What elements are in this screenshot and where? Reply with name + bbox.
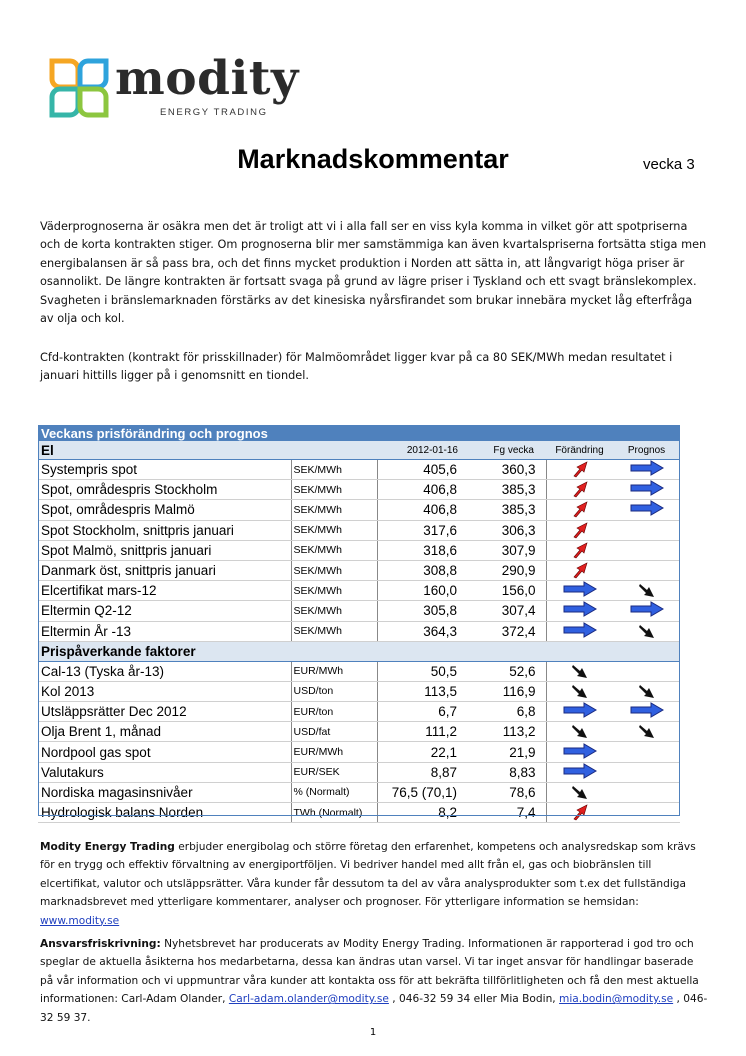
row-unit: % (Normalt) xyxy=(291,782,377,802)
row-previous-value: 385,3 xyxy=(464,480,546,500)
row-change-cell xyxy=(546,480,613,500)
row-forecast-cell xyxy=(613,722,680,742)
row-forecast-cell xyxy=(613,681,680,701)
row-previous-value: 78,6 xyxy=(464,782,546,802)
row-name: Valutakurs xyxy=(38,762,291,782)
row-previous-value: 6,8 xyxy=(464,702,546,722)
row-name: Systempris spot xyxy=(38,460,291,480)
change-arrow-flat-icon xyxy=(563,581,597,600)
row-change-cell xyxy=(546,661,613,681)
row-forecast-cell xyxy=(613,460,680,480)
about-section xyxy=(40,838,708,930)
table-row xyxy=(38,661,680,681)
email-link-olander[interactable]: Carl-adam.olander@modity.se xyxy=(228,993,389,1006)
change-arrow-down-icon xyxy=(571,722,589,741)
row-current-value: 111,2 xyxy=(377,722,464,742)
row-current-value: 76,5 (70,1) xyxy=(377,782,464,802)
row-name: Danmark öst, snittpris januari xyxy=(38,560,291,580)
row-change-cell xyxy=(546,581,613,601)
row-unit: USD/ton xyxy=(291,681,377,701)
row-forecast-cell xyxy=(613,782,680,802)
table-row xyxy=(38,803,680,823)
row-current-value: 8,2 xyxy=(377,803,464,823)
row-current-value: 113,5 xyxy=(377,681,464,701)
row-forecast-cell xyxy=(613,500,680,520)
disclaimer-section xyxy=(40,935,708,1027)
row-current-value: 50,5 xyxy=(377,661,464,681)
row-change-cell xyxy=(546,460,613,480)
change-arrow-flat-icon xyxy=(563,702,597,721)
row-current-value: 308,8 xyxy=(377,560,464,580)
row-current-value: 318,6 xyxy=(377,540,464,560)
table-row xyxy=(38,681,680,701)
forecast-arrow-down-icon xyxy=(638,682,656,701)
table-row xyxy=(38,601,680,621)
row-unit: TWh (Normalt) xyxy=(291,803,377,823)
column-header-change: Förändring xyxy=(546,441,613,460)
row-unit: SEK/MWh xyxy=(291,621,377,641)
email-link-bodin[interactable]: mia.bodin@modity.se xyxy=(559,993,674,1006)
forecast-arrow-flat-icon xyxy=(630,601,664,620)
row-previous-value: 307,9 xyxy=(464,540,546,560)
row-change-cell xyxy=(546,621,613,641)
forecast-arrow-down-icon xyxy=(638,722,656,741)
row-forecast-cell xyxy=(613,480,680,500)
row-change-cell xyxy=(546,782,613,802)
row-name: Spot, områdespris Malmö xyxy=(38,500,291,520)
row-forecast-cell xyxy=(613,581,680,601)
section-factors-row xyxy=(38,641,680,661)
row-previous-value: 116,9 xyxy=(464,681,546,701)
row-name: Utsläppsrätter Dec 2012 xyxy=(38,702,291,722)
change-arrow-down-icon xyxy=(571,662,589,681)
row-previous-value: 21,9 xyxy=(464,742,546,762)
row-name: Spot Malmö, snittpris januari xyxy=(38,540,291,560)
row-forecast-cell xyxy=(613,762,680,782)
row-forecast-cell xyxy=(613,661,680,681)
disclaimer-text: Nyhetsbrevet har producerats av Modity Energy Trading. Informationen är rapporterad i god tro och speglar de aktuella åsikterna hos medarbetarna, dessa kan ändras utan varsel. Vi tar inget ansvar för handlingar baserade på vår information och vi uppmuntrar våra kunder att kontakta oss för att bekräfta tillförlitligheten och få den mest aktuella informationen: Carl-Adam Olander, xyxy=(40,938,699,1006)
row-unit: EUR/ton xyxy=(291,702,377,722)
row-unit: EUR/SEK xyxy=(291,762,377,782)
table-title-row xyxy=(38,425,680,441)
change-arrow-up-icon xyxy=(571,500,589,519)
row-forecast-cell xyxy=(613,601,680,621)
row-name: Kol 2013 xyxy=(38,681,291,701)
change-arrow-flat-icon xyxy=(563,601,597,620)
row-change-cell xyxy=(546,540,613,560)
table-row xyxy=(38,742,680,762)
row-unit: EUR/MWh xyxy=(291,661,377,681)
about-text: erbjuder energibolag och större företag den erfarenhet, kompetens och analysredskap som krävs för en trygg och effektiv förvaltning av energiportföljen. Vi bedriver handel med allt från el, gas och biobränslen till elcertifikat, valutor och utsläppsrätter. Våra kunder får dessutom ta del av våra analysprodukter som t.ex det fullständiga marknadsbrevet med ytterligare kommentarer, analyser och prognoser. För ytterligare information se hemsidan: xyxy=(40,841,696,909)
logo-tagline: ENERGY TRADING xyxy=(160,107,268,118)
row-current-value: 406,8 xyxy=(377,500,464,520)
row-unit: SEK/MWh xyxy=(291,520,377,540)
phone-olander: , 046-32 59 34 eller Mia Bodin, xyxy=(388,993,560,1006)
table-row xyxy=(38,500,680,520)
change-arrow-down-icon xyxy=(571,783,589,802)
change-arrow-flat-icon xyxy=(563,763,597,782)
change-arrow-up-icon xyxy=(571,480,589,499)
row-forecast-cell xyxy=(613,702,680,722)
row-unit: SEK/MWh xyxy=(291,581,377,601)
row-change-cell xyxy=(546,520,613,540)
row-unit: SEK/MWh xyxy=(291,460,377,480)
change-arrow-up-icon xyxy=(571,561,589,580)
row-current-value: 8,87 xyxy=(377,762,464,782)
forecast-arrow-flat-icon xyxy=(630,480,664,499)
row-change-cell xyxy=(546,702,613,722)
row-current-value: 364,3 xyxy=(377,621,464,641)
phone-bodin: , 046-32 59 37. xyxy=(40,993,708,1024)
row-previous-value: 290,9 xyxy=(464,560,546,580)
row-previous-value: 372,4 xyxy=(464,621,546,641)
table-row xyxy=(38,782,680,802)
table-row xyxy=(38,540,680,560)
row-change-cell xyxy=(546,560,613,580)
row-forecast-cell xyxy=(613,540,680,560)
row-name: Spot, områdespris Stockholm xyxy=(38,480,291,500)
table-row xyxy=(38,702,680,722)
forecast-arrow-flat-icon xyxy=(630,702,664,721)
row-current-value: 406,8 xyxy=(377,480,464,500)
market-comment-paragraph-2: Cfd-kontrakten (kontrakt för prisskillnader) för Malmöområdet ligger kvar på ca 80 SEK/MWh medan resultatet i januari hittills ligger på i genomsnitt en tiondel. xyxy=(40,351,673,383)
change-arrow-down-icon xyxy=(571,682,589,701)
row-name: Nordiska magasinsnivåer xyxy=(38,782,291,802)
row-forecast-cell xyxy=(613,520,680,540)
row-change-cell xyxy=(546,601,613,621)
row-forecast-cell xyxy=(613,742,680,762)
row-previous-value: 52,6 xyxy=(464,661,546,681)
row-previous-value: 113,2 xyxy=(464,722,546,742)
logo-wordmark: modity xyxy=(115,51,299,106)
row-current-value: 317,6 xyxy=(377,520,464,540)
forecast-arrow-flat-icon xyxy=(630,460,664,479)
row-unit: SEK/MWh xyxy=(291,601,377,621)
row-change-cell xyxy=(546,742,613,762)
table-row xyxy=(38,581,680,601)
forecast-arrow-down-icon xyxy=(638,581,656,600)
row-current-value: 22,1 xyxy=(377,742,464,762)
row-current-value: 305,8 xyxy=(377,601,464,621)
row-previous-value: 307,4 xyxy=(464,601,546,621)
section-factors-title: Prispåverkande faktorer xyxy=(38,641,680,661)
row-name: Elcertifikat mars-12 xyxy=(38,581,291,601)
row-forecast-cell xyxy=(613,803,680,823)
row-change-cell xyxy=(546,722,613,742)
week-label: vecka 3 xyxy=(643,156,695,173)
modity-logo xyxy=(48,51,308,121)
column-header-date: 2012-01-16 xyxy=(377,441,464,460)
table-row xyxy=(38,722,680,742)
row-change-cell xyxy=(546,803,613,823)
row-change-cell xyxy=(546,681,613,701)
row-name: Eltermin Q2-12 xyxy=(38,601,291,621)
row-forecast-cell xyxy=(613,621,680,641)
table-row xyxy=(38,480,680,500)
change-arrow-up-icon xyxy=(571,460,589,479)
row-current-value: 6,7 xyxy=(377,702,464,722)
row-unit: USD/fat xyxy=(291,722,377,742)
row-previous-value: 156,0 xyxy=(464,581,546,601)
table-row xyxy=(38,762,680,782)
row-unit: SEK/MWh xyxy=(291,540,377,560)
market-comment-paragraph-1: Väderprognoserna är osäkra men det är troligt att vi i alla fall ser en viss kyla komma in vilket gör att spotpriserna och de korta kontrakten stiger. Om prognoserna blir mer samstämmiga kan även kvartalspriserna fortsätta stiga men energibalansen är så pass bra, och det finns mycket produktion i Norden att sätta in, att långvarigt höga priser är osannolikt. De längre kontrakten är fortsatt svaga på grund av lägre priser i Tyskland och ett svagt bränslekomplex. Svagheten i bränslemarknaden förstärks av det kinesiska nyårsfirandet som brukar innebära mycket låg efterfråga av olja och kol. xyxy=(40,220,707,326)
column-header-prev-week: Fg vecka xyxy=(464,441,546,460)
row-unit: EUR/MWh xyxy=(291,742,377,762)
row-forecast-cell xyxy=(613,560,680,580)
forecast-arrow-flat-icon xyxy=(630,500,664,519)
row-name: Cal-13 (Tyska år-13) xyxy=(38,661,291,681)
price-table xyxy=(38,425,680,823)
forecast-arrow-down-icon xyxy=(638,622,656,641)
table-row xyxy=(38,560,680,580)
section-el-title: El xyxy=(38,441,291,460)
column-header-forecast: Prognos xyxy=(613,441,680,460)
row-previous-value: 360,3 xyxy=(464,460,546,480)
change-arrow-flat-icon xyxy=(563,622,597,641)
table-row xyxy=(38,520,680,540)
row-previous-value: 385,3 xyxy=(464,500,546,520)
row-current-value: 405,6 xyxy=(377,460,464,480)
row-name: Hydrologisk balans Norden xyxy=(38,803,291,823)
table-title: Veckans prisförändring och prognos xyxy=(38,425,680,441)
change-arrow-flat-icon xyxy=(563,743,597,762)
disclaimer-label: Ansvarsfriskrivning: xyxy=(40,938,161,950)
table-row xyxy=(38,621,680,641)
row-unit: SEK/MWh xyxy=(291,500,377,520)
table-row xyxy=(38,460,680,480)
row-previous-value: 306,3 xyxy=(464,520,546,540)
row-name: Spot Stockholm, snittpris januari xyxy=(38,520,291,540)
row-unit: SEK/MWh xyxy=(291,480,377,500)
modity-logo-mark xyxy=(48,57,110,119)
about-company-name: Modity Energy Trading xyxy=(40,841,175,853)
change-arrow-up-icon xyxy=(571,541,589,560)
website-link[interactable]: www.modity.se xyxy=(40,914,120,927)
table-column-header-row xyxy=(38,441,680,460)
row-name: Nordpool gas spot xyxy=(38,742,291,762)
page-number: 1 xyxy=(369,1027,377,1038)
change-arrow-up-icon xyxy=(571,521,589,540)
row-current-value: 160,0 xyxy=(377,581,464,601)
row-change-cell xyxy=(546,762,613,782)
change-arrow-up-icon xyxy=(571,803,589,822)
row-unit: SEK/MWh xyxy=(291,560,377,580)
row-previous-value: 8,83 xyxy=(464,762,546,782)
page-title: Marknadskommentar xyxy=(237,144,509,174)
row-name: Olja Brent 1, månad xyxy=(38,722,291,742)
row-previous-value: 7,4 xyxy=(464,803,546,823)
row-change-cell xyxy=(546,500,613,520)
row-name: Eltermin År -13 xyxy=(38,621,291,641)
